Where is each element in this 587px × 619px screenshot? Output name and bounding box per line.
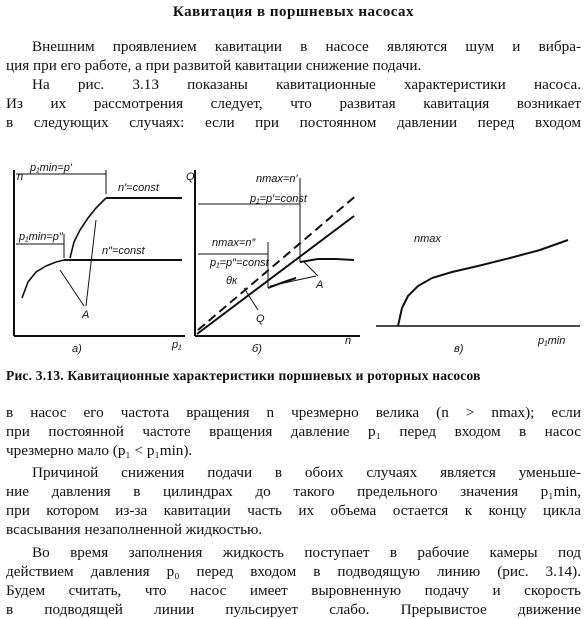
text-line: чрезмерно мало (p₁ < p₁min). bbox=[6, 442, 193, 459]
text-line: ние давления в цилиндрах до такого предельного значения p₁min, bbox=[6, 483, 581, 500]
panel-a-pmin-upper: p₁min=p′ bbox=[30, 162, 72, 174]
panel-c-x-label: p₁min bbox=[538, 335, 566, 347]
panel-b-nmax-upper: nmax=n′ bbox=[256, 173, 298, 185]
panel-a-graph bbox=[14, 162, 185, 355]
panel-a-x-label: p₁ bbox=[172, 339, 182, 351]
panel-a-y-label: n bbox=[17, 171, 24, 183]
text-line: Будем считать, что насос имеет выровненную подачу и скорость bbox=[6, 582, 581, 599]
panel-a-letter: а) bbox=[72, 343, 82, 355]
text-line: действием давления p₀ перед входом в подводящую линию (рис. 3.14). bbox=[6, 563, 581, 580]
figure-caption: Рис. 3.13. Кавитационные характеристики поршневых и роторных насосов bbox=[6, 368, 481, 383]
panel-b-actual-line bbox=[197, 216, 354, 334]
paragraph-2 bbox=[6, 75, 581, 132]
panel-b-theta-label: θк bbox=[226, 275, 238, 287]
paragraph-1 bbox=[6, 37, 581, 75]
text-line: Причиной снижения подачи в обоих случаях является уменьше- bbox=[32, 464, 581, 481]
panel-b-letter: б) bbox=[252, 343, 262, 355]
panel-b-nmax-lower: nmax=n″ bbox=[212, 237, 256, 249]
text-line: всасывания незаполненной жидкостью. bbox=[6, 521, 263, 538]
text-line: при постоянной частоте вращения давление p₁ перед входом в насос bbox=[6, 423, 581, 440]
panel-a-const-upper-label: n′=const bbox=[118, 182, 159, 194]
text-line: Внешним проявлением кавитации в насосе являются шум и вибра- bbox=[32, 38, 581, 55]
panel-b-y-label: Q bbox=[186, 171, 195, 183]
panel-a-point-A: A bbox=[82, 309, 90, 321]
panel-c-graph bbox=[376, 233, 580, 355]
panel-a-const-lower-label: n″=const bbox=[102, 245, 145, 257]
panel-b-x-label: n bbox=[345, 335, 352, 347]
panel-a-curve-upper bbox=[70, 198, 106, 258]
paragraph-3 bbox=[6, 403, 581, 460]
panel-c-curve bbox=[398, 240, 568, 326]
panel-b-p-upper: p₁=p′=const bbox=[250, 193, 307, 205]
panel-b-point-A: A bbox=[316, 279, 324, 291]
paragraph-4 bbox=[6, 463, 581, 539]
text-line: Из их рассмотрения следует, что развитая кавитация возникает bbox=[6, 95, 581, 112]
text-line: ция при его работе, а при развитой кавитации снижение подачи. bbox=[6, 57, 422, 74]
panel-c-letter: в) bbox=[454, 343, 464, 355]
text-line: в насос его частота вращения n чрезмерно велика (n > nmax); если bbox=[6, 404, 581, 421]
text-line: На рис. 3.13 показаны кавитационные характеристики насоса. bbox=[32, 76, 581, 93]
text-line: в следующих случаях: если при постоянном давлении перед входом bbox=[6, 114, 581, 131]
panel-b-graph bbox=[186, 170, 360, 355]
panel-a-pmin-lower: p₁min=p″ bbox=[19, 231, 63, 243]
panel-a-curve-lower bbox=[22, 260, 64, 298]
figure-3-13 bbox=[0, 158, 587, 358]
panel-c-y-label: nmax bbox=[414, 233, 441, 245]
text-line: при котором из-за кавитации часть их объема остается к концу цикла bbox=[6, 502, 581, 519]
text-line: Во время заполнения жидкость поступает в рабочие камеры под bbox=[32, 544, 581, 561]
panel-b-Q-label: Q bbox=[256, 313, 265, 325]
section-heading: Кавитация в поршневых насосах bbox=[172, 4, 415, 20]
text-line: в подводящей линии пульсирует слабо. Прерывистое движение bbox=[6, 601, 581, 618]
cavitation-characteristics-figure bbox=[0, 158, 587, 358]
panel-b-p-lower: p₁=p″=const bbox=[210, 257, 269, 269]
paragraph-5 bbox=[6, 543, 581, 619]
